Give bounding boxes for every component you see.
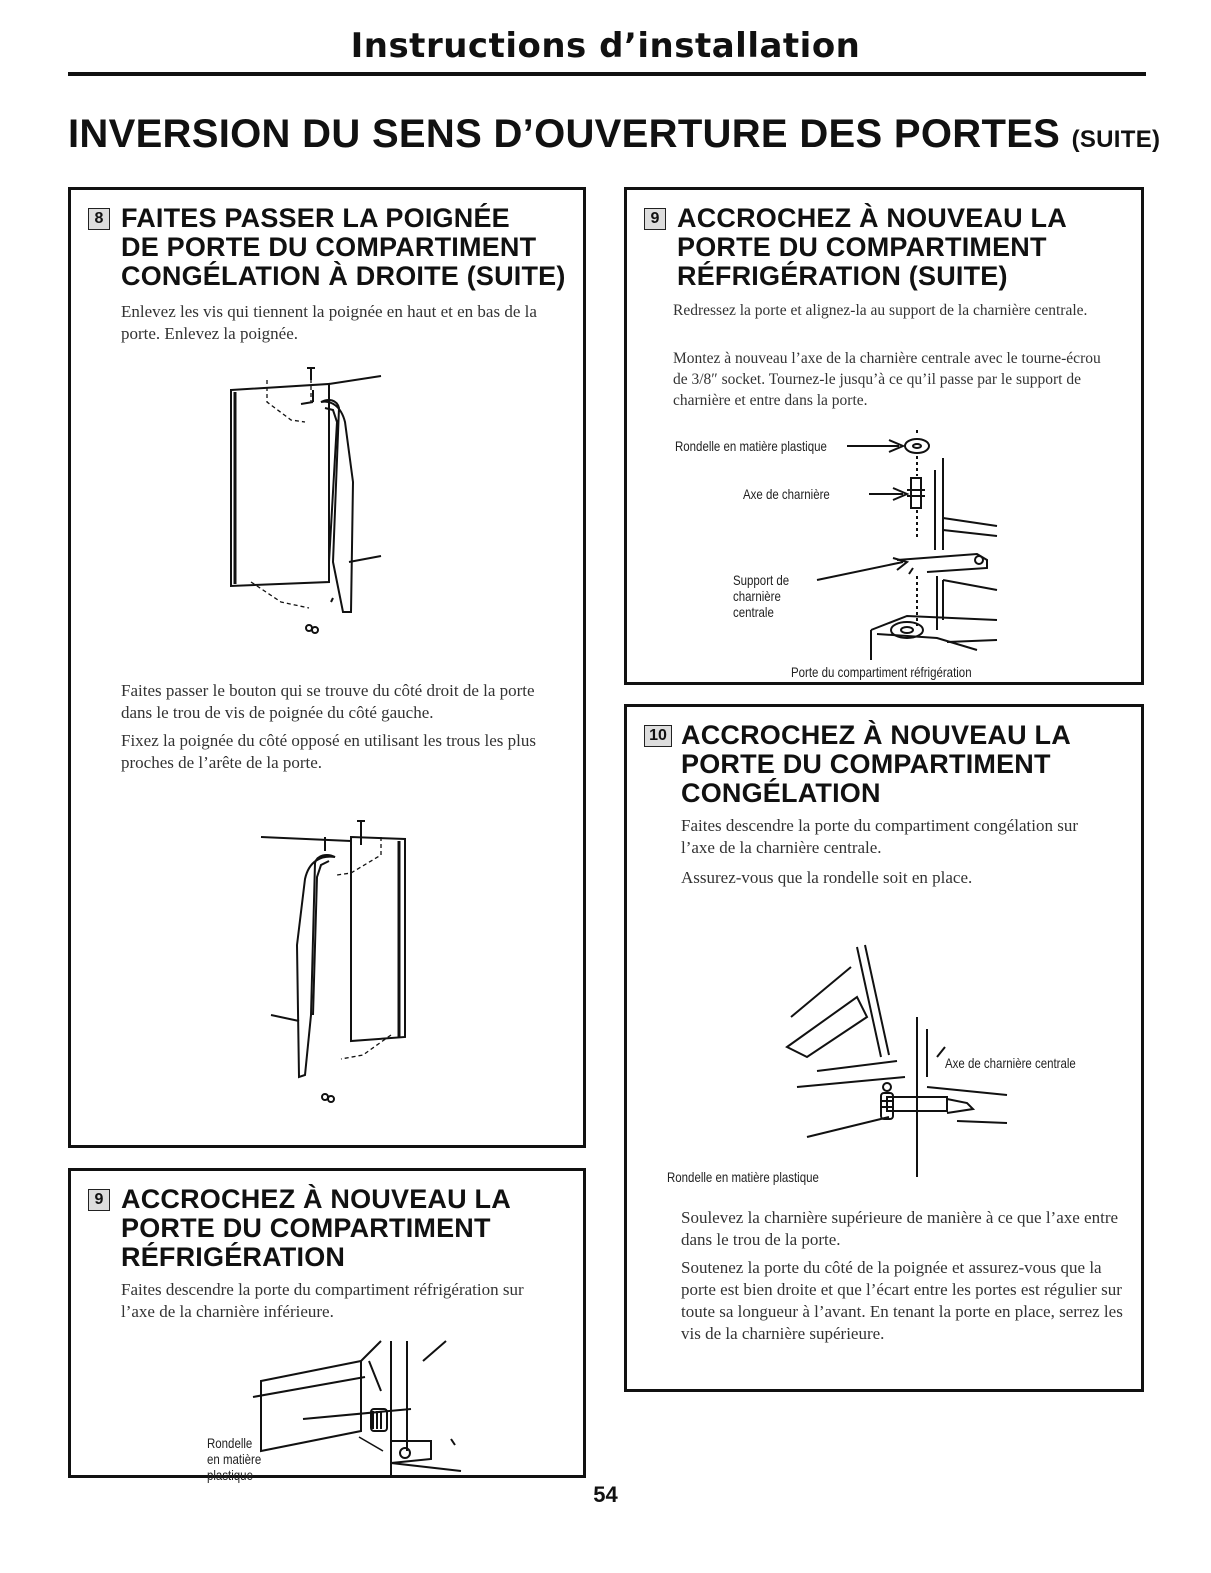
step-9-title-line-1: ACCROCHEZ À NOUVEAU LA [121,1184,511,1214]
step-9b-label-washer: Rondelle en matière plastique [675,438,827,454]
step-9-title-line-3: RÉFRIGÉRATION [121,1242,346,1272]
step-8-title [121,204,566,291]
page-title [68,112,1160,157]
step-9b-instruction-1: Redressez la porte et alignez-la au support de la charnière centrale. [673,302,1088,319]
step-9-label-washer-line-1: Rondelle [207,1435,253,1451]
step-9b-number: 9 [644,208,666,230]
step-9b-label-bracket-line-1: Support de [733,572,790,588]
step-9-title [121,1185,511,1272]
step-10-instruction-3: Soulevez la charnière supérieure de manière à ce que l’axe entre dans le trou de la porte. [681,1208,1119,1249]
step-9b-label-door: Porte du compartiment réfrigération [791,664,972,680]
step-9b-label-bracket [733,572,789,620]
step-9-label-washer-line-3: plastique [207,1467,253,1483]
handle-removal-illustration [221,362,461,662]
step-8-instruction-3: Fixez la poignée du côté opposé en utilisant les trous les plus proches de l’arête de la porte. [121,731,537,772]
step-10-label-pin: Axe de charnière centrale [945,1055,1076,1071]
step-9b-title [677,204,1067,291]
step-9b-title-line-1: ACCROCHEZ À NOUVEAU LA [677,203,1067,233]
step-8-number: 8 [88,208,110,230]
center-hinge-illustration [847,430,1147,670]
step-10-instruction-4: Soutenez la porte du côté de la poignée et assurez-vous que la porte est bien droite et que l’écart entre les portes est régulier sur toute sa longueur à l’avant. En tenant la porte en place, serrez les vis de la charnière supérieure. [681,1258,1123,1343]
step-8-panel [68,187,586,1148]
lower-hinge-illustration [241,1341,501,1476]
step-9-instruction: Faites descendre la porte du compartiment réfrigération sur l’axe de la charnière inférieure. [121,1280,524,1321]
header-divider [68,72,1146,76]
step-10-label-washer: Rondelle en matière plastique [667,1169,819,1185]
step-10-title-line-2: PORTE DU COMPARTIMENT [681,749,1051,779]
step-9b-title-line-3: RÉFRIGÉRATION (SUITE) [677,261,1008,291]
step-9-label-washer [207,1435,261,1483]
step-10-title-line-1: ACCROCHEZ À NOUVEAU LA [681,720,1071,750]
step-10-instruction-2: Assurez-vous que la rondelle soit en place. [681,868,973,887]
page-number: 54 [593,1482,618,1507]
step-9-label-washer-line-2: en matière [207,1451,262,1467]
step-9-continued-panel [624,187,1144,685]
page-title-suffix: (SUITE) [1071,126,1161,153]
step-8-instruction-2: Faites passer le bouton qui se trouve du côté droit de la porte dans le trou de vis de poignée du côté gauche. [121,681,535,722]
step-10-title [681,721,1071,808]
step-9-number: 9 [88,1189,110,1211]
section-header: Instructions d’installation [350,26,861,66]
step-10-title-line-3: CONGÉLATION [681,778,881,808]
step-9b-label-pin: Axe de charnière [743,486,830,502]
step-8-title-line-2: DE PORTE DU COMPARTIMENT [121,232,537,262]
step-8-title-line-1: FAITES PASSER LA POIGNÉE [121,203,510,233]
step-9b-label-bracket-line-3: centrale [733,604,774,620]
step-9-title-line-2: PORTE DU COMPARTIMENT [121,1213,491,1243]
handle-reinstall-illustration [241,815,481,1125]
step-8-instruction-1: Enlevez les vis qui tiennent la poignée en haut et en bas de la porte. Enlevez la poignée. [121,302,537,343]
step-10-number: 10 [644,725,672,747]
step-9b-instruction-2: Montez à nouveau l’axe de la charnière centrale avec le tourne-écrou de 3/8″ socket. Tournez-le jusqu’à ce qu’il passe par le support de charnière et entre dans la porte. [673,350,1101,409]
step-10-panel [624,704,1144,1392]
page-title-text: INVERSION DU SENS D’OUVERTURE DES PORTES [68,112,1061,156]
step-9b-title-line-2: PORTE DU COMPARTIMENT [677,232,1047,262]
step-9-panel [68,1168,586,1483]
step-9b-label-bracket-line-2: charnière [733,588,781,604]
step-8-title-line-3: CONGÉLATION À DROITE (SUITE) [121,261,566,291]
step-10-instruction-1: Faites descendre la porte du compartiment congélation sur l’axe de la charnière centrale. [681,816,1079,857]
